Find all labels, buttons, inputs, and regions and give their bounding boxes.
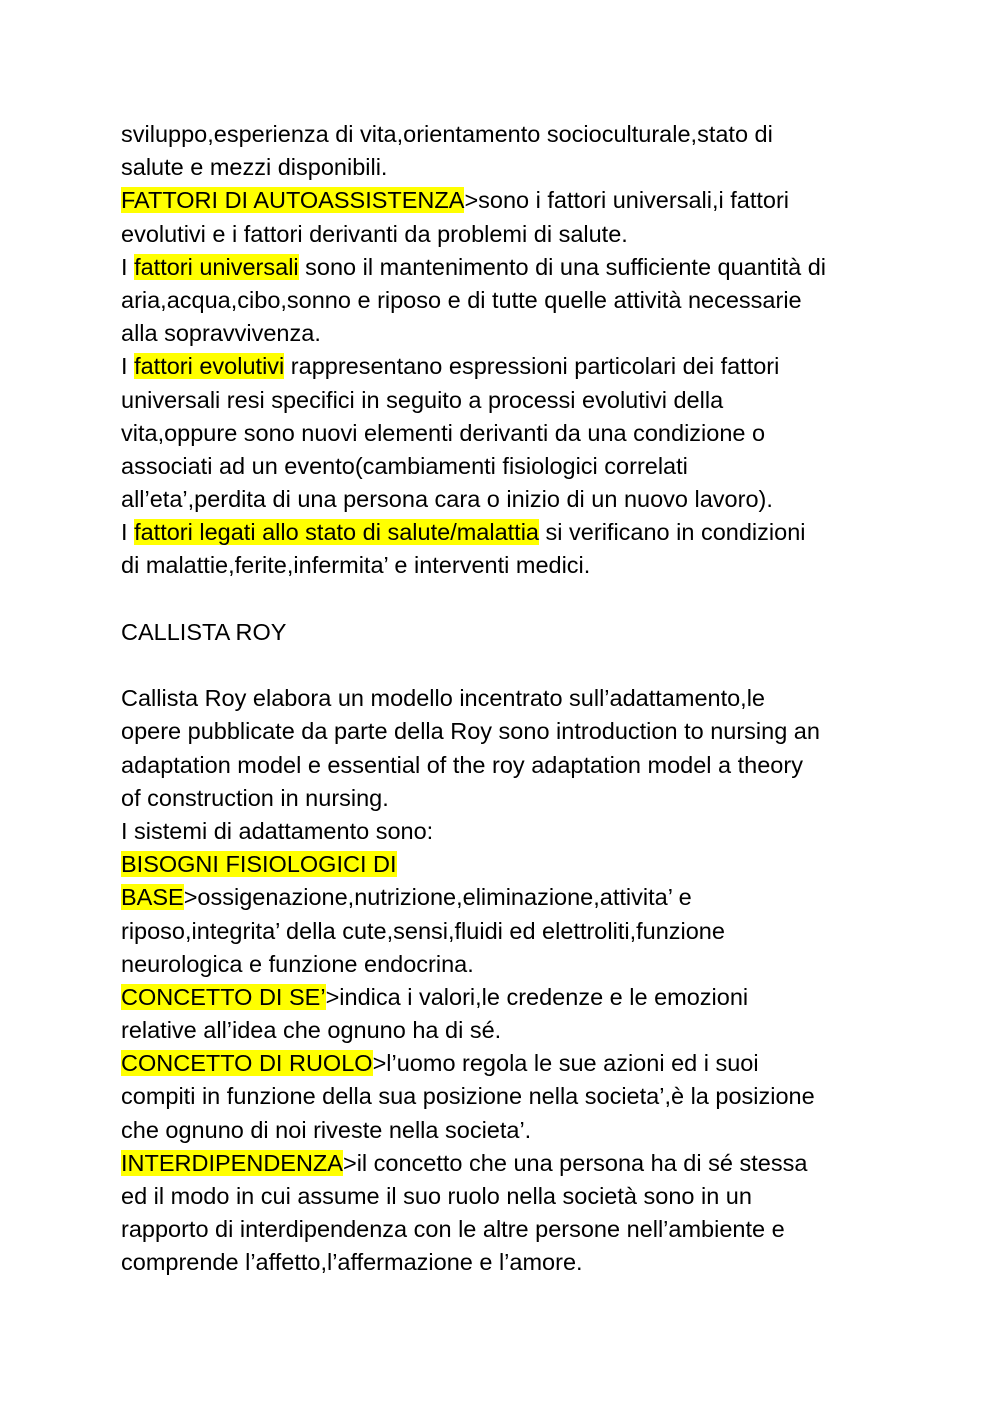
text-line [121, 450, 921, 483]
text-line [121, 384, 921, 417]
text-line [121, 815, 921, 848]
text-line [121, 915, 921, 948]
text-line [121, 881, 921, 914]
highlighted-text: FATTORI DI AUTOASSISTENZA [121, 187, 465, 214]
text-segment: ed il modo in cui assume il suo ruolo nella società sono in un [121, 1183, 752, 1209]
text-line [121, 118, 921, 151]
text-segment: >l’uomo regola le sue azioni ed i suoi [372, 1050, 759, 1077]
text-segment: associati ad un evento(cambiamenti fisiologici correlati [121, 452, 688, 479]
text-segment: opere pubblicate da parte della Roy sono introduction to nursing an [121, 718, 820, 745]
text-line [121, 1180, 921, 1213]
highlighted-text: CONCETTO DI SE’ [121, 983, 326, 1010]
text-segment: rappresentano espressioni particolari dei fattori [284, 353, 780, 380]
text-segment: >sono i fattori universali,i fattori [464, 187, 790, 214]
text-segment: sono il mantenimento di una sufficiente quantità di [298, 253, 826, 280]
text-line [121, 848, 921, 881]
text-segment: I sistemi di adattamento sono: [121, 817, 434, 844]
text-line [121, 981, 921, 1014]
text-segment: adaptation model e essential of the roy adaptation model a theory [121, 751, 803, 778]
text-segment: I [121, 253, 135, 280]
text-segment: >ossigenazione,nutrizione,eliminazione,attivita’ e [183, 884, 692, 911]
highlighted-text: fattori evolutivi [134, 353, 285, 380]
text-segment: neurologica e funzione endocrina. [121, 950, 474, 977]
text-line [121, 749, 921, 782]
text-line [121, 782, 921, 815]
document-page [121, 118, 921, 1280]
highlighted-text: INTERDIPENDENZA [121, 1149, 343, 1176]
text-segment: comprende l’affetto,l’affermazione e l’amore. [121, 1249, 583, 1276]
highlighted-text: fattori universali [134, 253, 299, 280]
text-segment: >indica i valori,le credenze e le emozioni [325, 983, 749, 1010]
text-line [121, 549, 921, 582]
highlighted-text: BISOGNI FISIOLOGICI DI [121, 851, 397, 878]
text-segment: all’eta’,perdita di una persona cara o inizio di un nuovo lavoro). [121, 486, 773, 513]
text-line [121, 251, 921, 284]
text-line [121, 218, 921, 251]
text-line [121, 1114, 921, 1147]
text-segment: di malattie,ferite,infermita’ e interventi medici. [121, 552, 591, 579]
highlighted-text: BASE [121, 884, 184, 911]
text-line [121, 715, 921, 748]
text-line [121, 682, 921, 715]
text-segment: universali resi specifici in seguito a processi evolutivi della [121, 386, 724, 413]
text-line [121, 350, 921, 383]
text-segment: sviluppo,esperienza di vita,orientamento socioculturale,stato di [121, 121, 773, 147]
text-line [121, 483, 921, 516]
highlighted-text: fattori legati allo stato di salute/malattia [134, 519, 540, 546]
text-line [121, 1147, 921, 1180]
text-line [121, 1213, 921, 1246]
text-segment: vita,oppure sono nuovi elementi derivanti da una condizione o [121, 419, 766, 446]
text-segment: riposo,integrita’ della cute,sensi,fluidi ed elettroliti,funzione [121, 917, 725, 944]
text-segment: salute e mezzi disponibili. [121, 154, 388, 181]
text-segment: rapporto di interdipendenza con le altre persone nell’ambiente e [121, 1216, 785, 1243]
text-segment: che ognuno di noi riveste nella societa’. [121, 1116, 532, 1143]
blank-line [121, 649, 921, 682]
text-line [121, 948, 921, 981]
text-line [121, 1014, 921, 1047]
text-segment: aria,acqua,cibo,sonno e riposo e di tutte quelle attività necessarie [121, 286, 802, 313]
text-line [121, 284, 921, 317]
text-line [121, 317, 921, 350]
blank-line [121, 583, 921, 616]
text-segment: CALLISTA ROY [121, 618, 287, 645]
highlighted-text: CONCETTO DI RUOLO [121, 1050, 373, 1077]
text-line [121, 151, 921, 184]
text-segment: evolutivi e i fattori derivanti da problemi di salute. [121, 220, 628, 247]
text-segment: Callista Roy elabora un modello incentrato sull’adattamento,le [121, 685, 766, 712]
text-segment: I [121, 353, 135, 380]
text-line [121, 1080, 921, 1113]
text-line [121, 1047, 921, 1080]
text-line [121, 616, 921, 649]
text-segment: relative all’idea che ognuno ha di sé. [121, 1017, 502, 1044]
text-segment: >il concetto che una persona ha di sé stessa [342, 1149, 808, 1176]
text-line [121, 184, 921, 217]
text-segment: compiti in funzione della sua posizione nella societa’,è la posizione [121, 1083, 815, 1110]
text-segment: I [121, 519, 135, 546]
text-segment: alla sopravvivenza. [121, 320, 321, 347]
text-segment: si verificano in condizioni [539, 519, 806, 546]
text-line [121, 1246, 921, 1279]
text-line [121, 516, 921, 549]
text-segment: of construction in nursing. [121, 784, 389, 811]
text-line [121, 417, 921, 450]
